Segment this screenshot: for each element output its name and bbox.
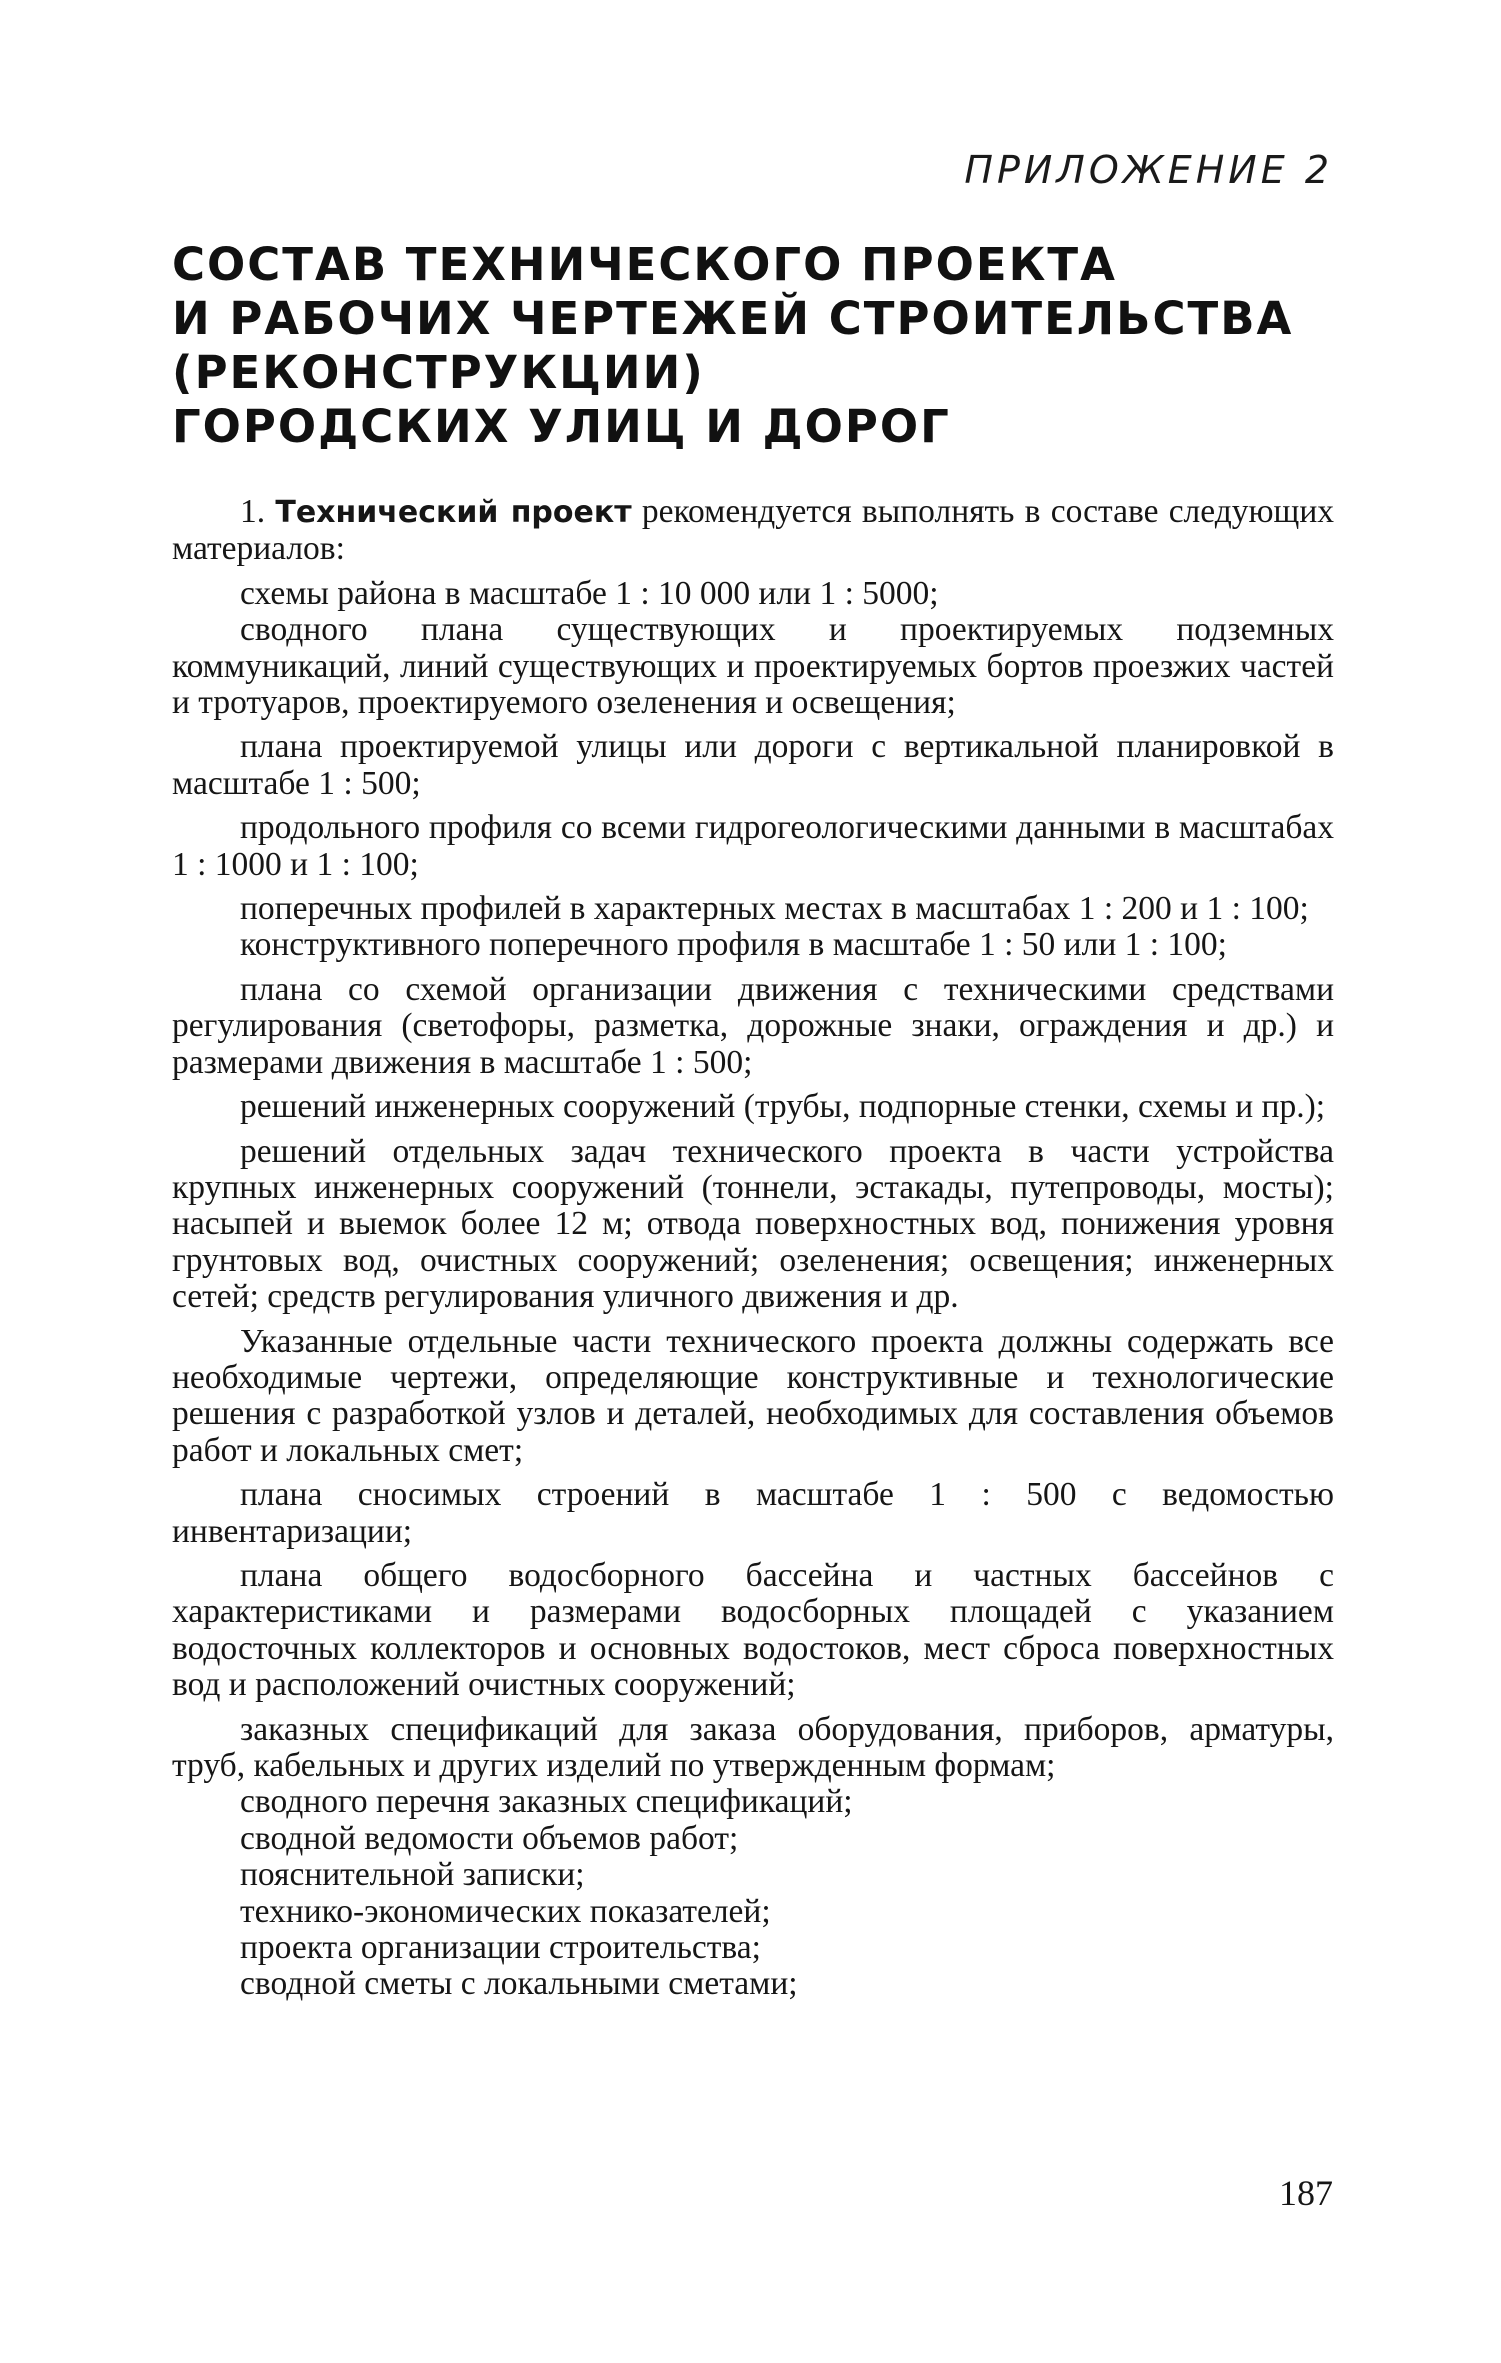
list-item: решений инженерных сооружений (трубы, подпорные стенки, схемы и пр.);: [240, 1088, 1326, 1126]
list-item: Указанные отдельные части технического проекта должны содержать все необходимые чертежи, определяющие конструктивные и технологические решения с разработкой узлов и деталей, необходимых для составления объемов работ и локальных смет;: [172, 1322, 1334, 1469]
title-line: СОСТАВ ТЕХНИЧЕСКОГО ПРОЕКТА: [172, 238, 1117, 291]
intro-number: 1.: [240, 493, 266, 530]
list-item: плана общего водосборного бассейна и частных бассейнов с характеристиками и размерами водосборных площадей с указанием водосточных коллекторов и основных водостоков, мест сброса поверхностных вод и расположений очистных сооружений;: [172, 1556, 1334, 1704]
page-title: [172, 238, 1372, 454]
list-item: продольного профиля со всеми гидрогеологическими данными в масштабах 1 : 1000 и 1 : 100;: [172, 809, 1334, 883]
title-line: ГОРОДСКИХ УЛИЦ И ДОРОГ: [172, 400, 951, 453]
list-item: технико-экономических показателей;: [240, 1892, 771, 1930]
list-item: проекта организации строительства;: [240, 1929, 761, 1967]
list-item: заказных спецификаций для заказа оборудования, приборов, арматуры, труб, кабельных и других изделий по утвержденным формам;: [172, 1710, 1334, 1784]
list-item: плана сносимых строений в масштабе 1 : 500 с ведомостью инвентаризации;: [172, 1476, 1334, 1550]
list-item: плана проектируемой улицы или дороги с вертикальной планировкой в масштабе 1 : 500;: [172, 728, 1334, 802]
title-line: (РЕКОНСТРУКЦИИ): [172, 346, 705, 399]
intro-paragraph: [172, 494, 1334, 568]
list-item: сводного плана существующих и проектируемых подземных коммуникаций, линий существующих и проектируемых бортов проезжих частей и тротуаров, проектируемого озеленения и освещения;: [172, 611, 1334, 722]
list-item: сводной ведомости объемов работ;: [240, 1819, 739, 1857]
title-line: И РАБОЧИХ ЧЕРТЕЖЕЙ СТРОИТЕЛЬСТВА: [172, 292, 1294, 345]
appendix-label: ПРИЛОЖЕНИЕ 2: [964, 148, 1333, 192]
list-item: поперечных профилей в характерных местах в масштабах 1 : 200 и 1 : 100;: [240, 890, 1309, 928]
page-number: 187: [1279, 2173, 1333, 2213]
list-item: сводной сметы с локальными сметами;: [240, 1965, 798, 2003]
list-item: плана со схемой организации движения с техническими средствами регулирования (светофоры, разметка, дорожные знаки, ограждения и др.) и размерами движения в масштабе 1 : 500;: [172, 970, 1334, 1081]
list-item: сводного перечня заказных спецификаций;: [240, 1783, 853, 1821]
intro-rest: рекомендуется выполнять в составе следующих материалов:: [172, 493, 1335, 568]
body-text: [172, 494, 1334, 2003]
list-item: пояснительной записки;: [240, 1856, 585, 1894]
list-item: схемы района в масштабе 1 : 10 000 или 1 : 5000;: [240, 574, 939, 612]
list-item: решений отдельных задач технического проекта в части устройства крупных инженерных сооружений (тоннели, эстакады, путепроводы, мосты); насыпей и выемок более 12 м; отвода поверхностных вод, понижения уровня грунтовых вод, очистных сооружений; озеленения; освещения; инженерных сетей; средств регулирования уличного движения и др.: [172, 1132, 1334, 1316]
intro-term: Технический проект: [275, 495, 632, 530]
list-item: конструктивного поперечного профиля в масштабе 1 : 50 или 1 : 100;: [240, 926, 1227, 964]
